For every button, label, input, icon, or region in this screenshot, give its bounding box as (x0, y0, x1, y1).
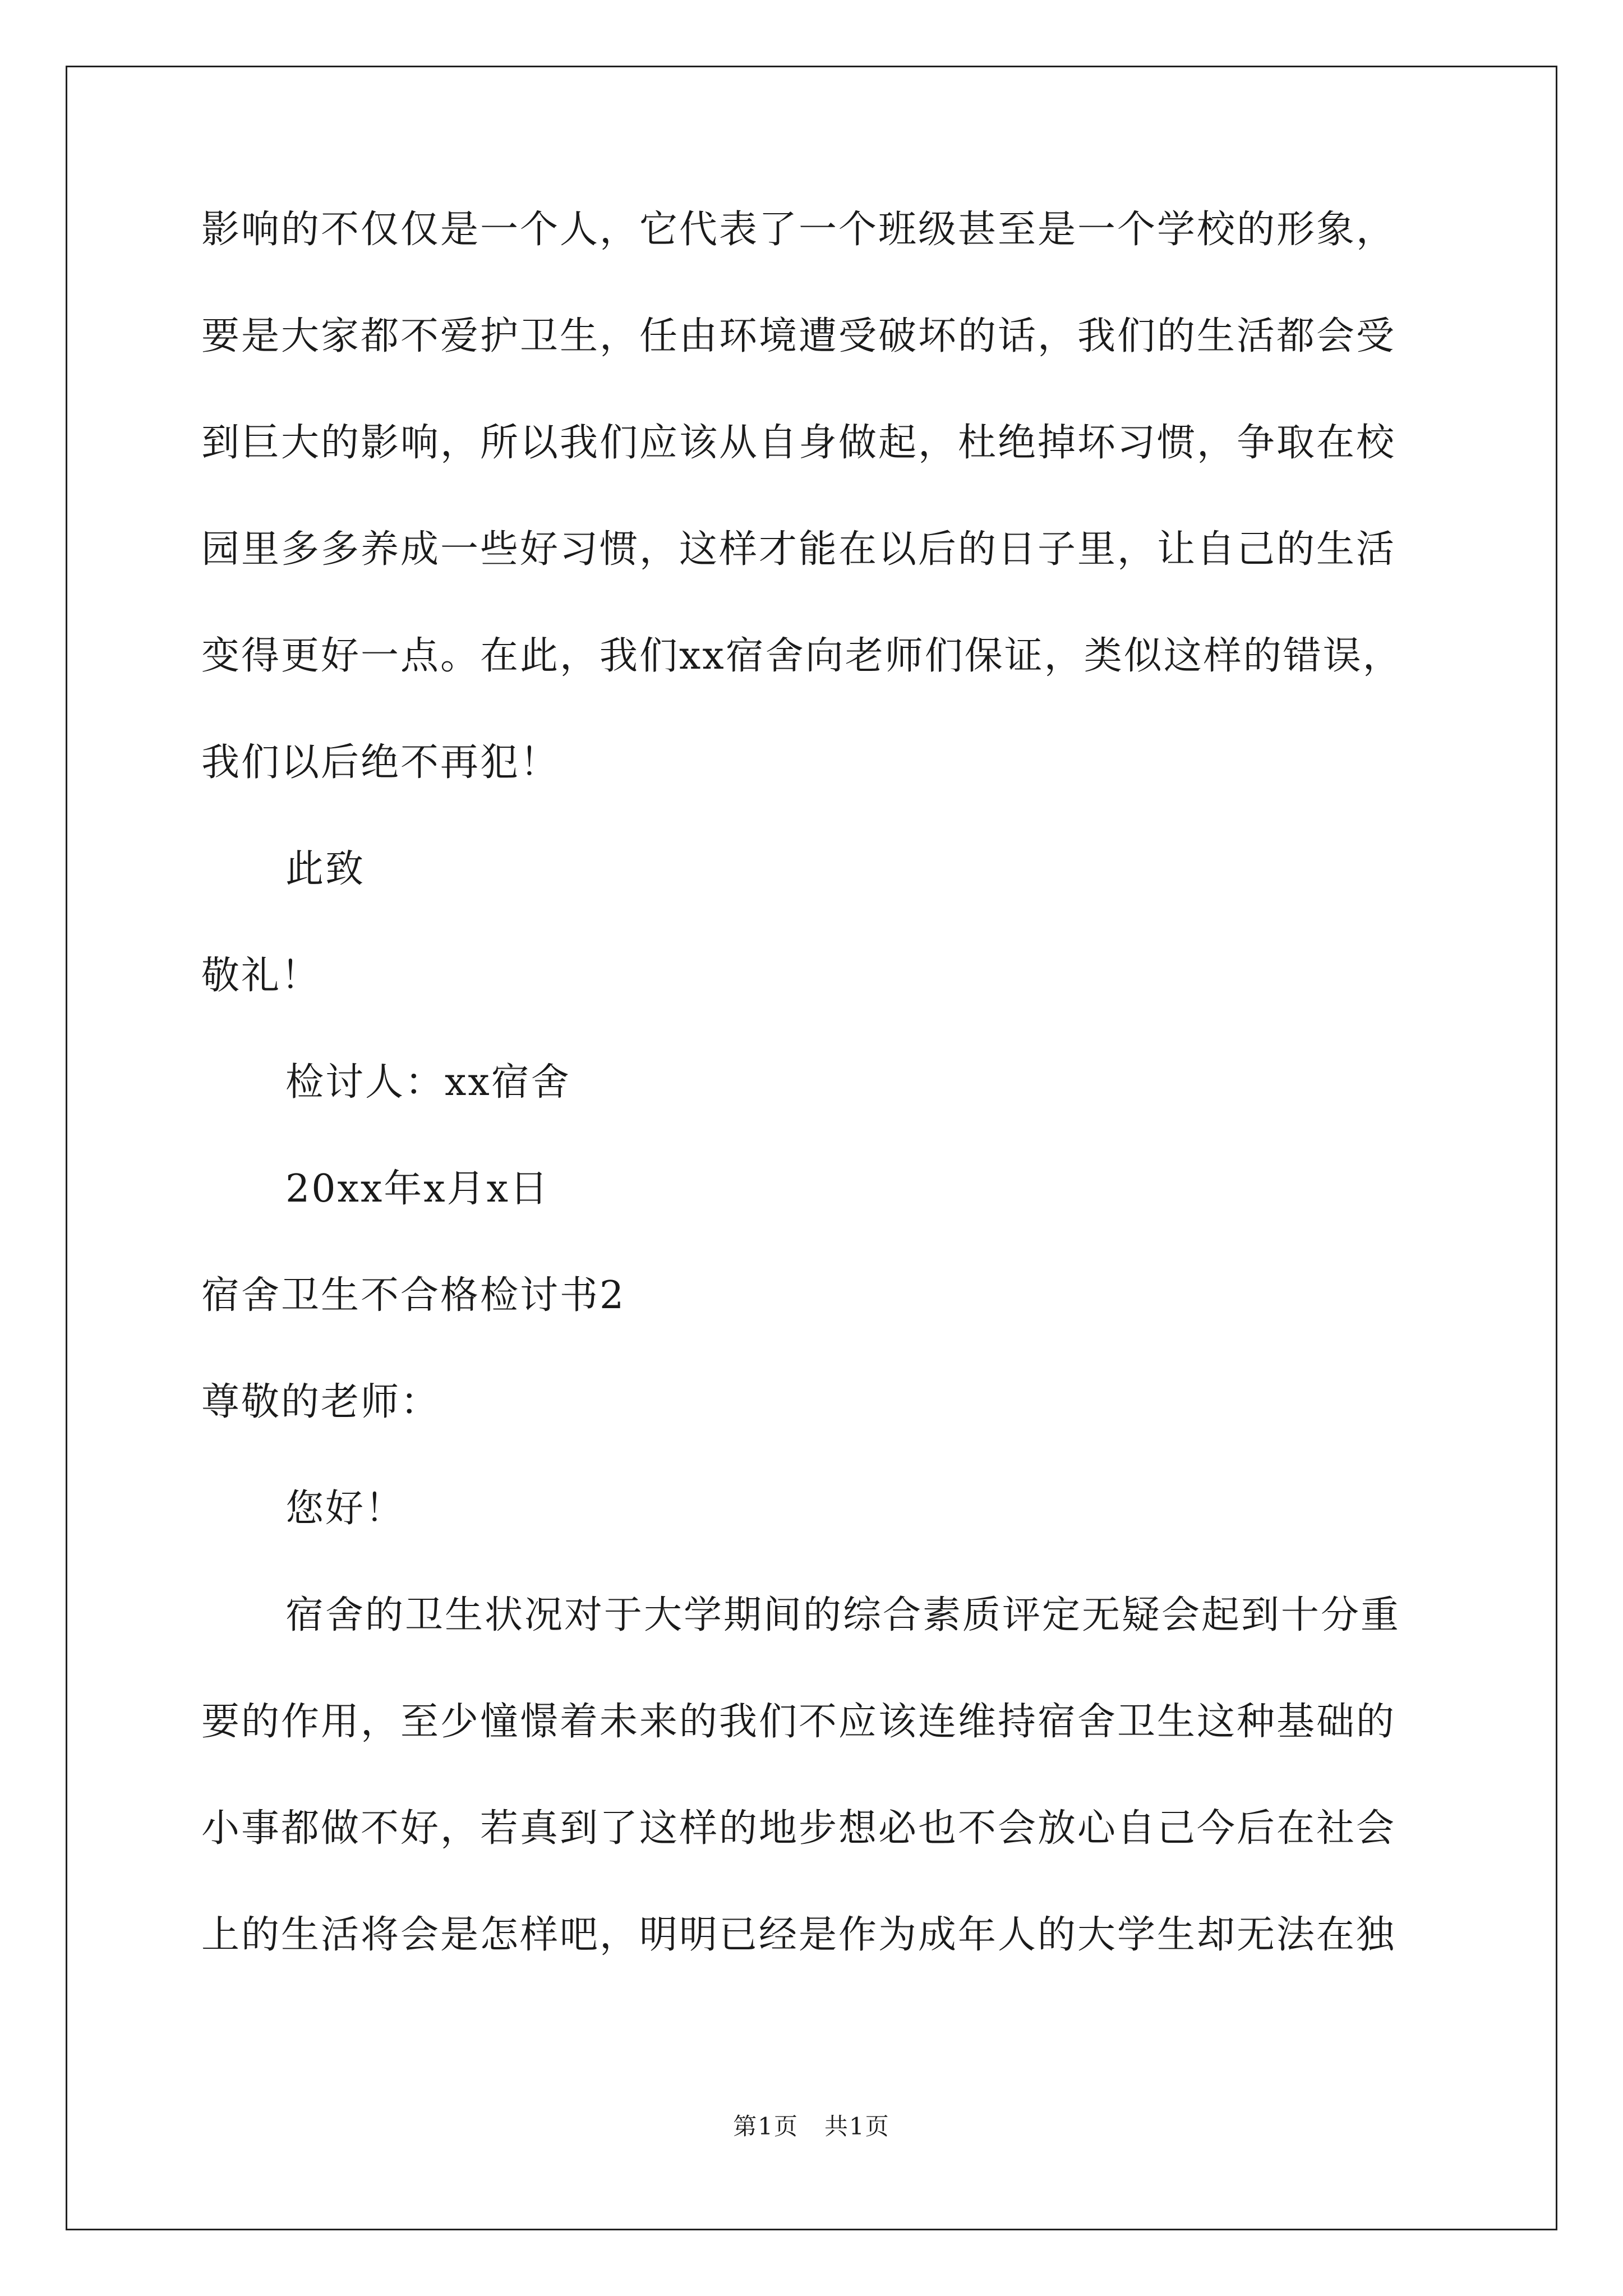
closing-phrase: 此致 (285, 847, 366, 891)
date-line: 20xx年x月x日 (285, 1167, 550, 1211)
signer-line: 检讨人：xx宿舍 (285, 1060, 571, 1105)
document-body (201, 208, 1491, 2023)
section-title: 宿舍卫生不合格检讨书2 (201, 1273, 626, 1318)
greeting: 您好！ (285, 1487, 405, 1531)
paragraph-line: 上的生活将会是怎样吧，明明已经是作为成年人的大学生却无法在独 (201, 1913, 1396, 1957)
salutation: 尊敬的老师： (201, 1380, 441, 1424)
paragraph-line: 到巨大的影响，所以我们应该从自身做起，杜绝掉坏习惯，争取在校 (201, 421, 1396, 465)
paragraph-line: 变得更好一点。在此，我们xx宿舍向老师们保证，类似这样的错误， (201, 634, 1403, 678)
paragraph-line: 影响的不仅仅是一个人，它代表了一个班级甚至是一个学校的形象， (201, 208, 1396, 252)
paragraph-line: 我们以后绝不再犯！ (201, 740, 560, 785)
paragraph-line: 园里多多养成一些好习惯，这样才能在以后的日子里，让自己的生活 (201, 527, 1396, 572)
paragraph-line: 要的作用，至少憧憬着未来的我们不应该连维持宿舍卫生这种基础的 (201, 1700, 1396, 1744)
paragraph-line: 宿舍的卫生状况对于大学期间的综合素质评定无疑会起到十分重 (285, 1593, 1401, 1637)
paragraph-line: 要是大家都不爱护卫生，任由环境遭受破坏的话，我们的生活都会受 (201, 314, 1396, 358)
paragraph-line: 小事都做不好，若真到了这样的地步想必也不会放心自己今后在社会 (201, 1806, 1396, 1851)
page-footer: 第1页 共1页 (733, 2113, 890, 2140)
closing-salute: 敬礼！ (201, 954, 321, 998)
